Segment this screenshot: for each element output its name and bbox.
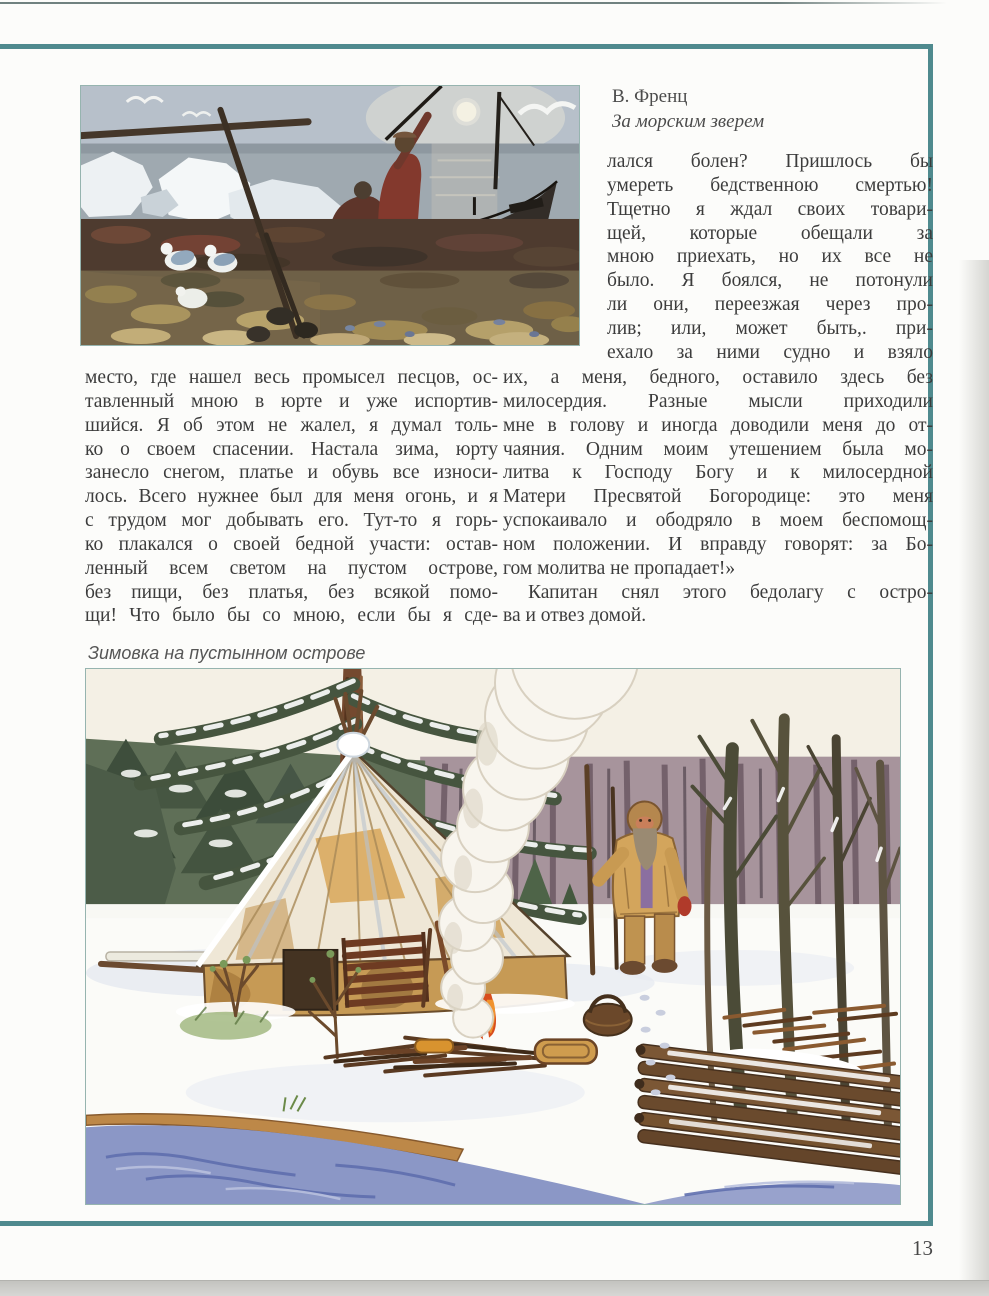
paragraph-2-line-2: ва и отвез домой. [503, 605, 647, 627]
text-line: шийся. Я об этом не жалел, я думал толь- [85, 414, 498, 436]
text-line: лось. Всего нужнее был для меня огонь, и я [85, 486, 498, 508]
tundra-foreground [81, 271, 579, 345]
page-bottom-scan-edge [0, 1280, 989, 1296]
text-line: тавленный мною в юрте и уже испортив- [85, 390, 498, 412]
shoreline [81, 219, 579, 277]
text-line: Матери Пресвятой Богородице: это меня [503, 486, 933, 508]
caption-author: В. Френц [612, 86, 688, 107]
text-line: место, где нашел весь промысел песцов, ос- [85, 367, 498, 388]
text-line: мне в голову и иногда доводили меня до от- [503, 414, 933, 436]
text-line: было. Я боялся, не потонули [607, 270, 933, 292]
page-right-scan-shadow [959, 260, 989, 1282]
text-line: лив; или, может быть,. при- [607, 317, 933, 339]
text-column-left [85, 366, 498, 628]
page-top-edge [0, 2, 947, 4]
text-line: с трудом мог добывать его. Тут-то я горь- [85, 510, 498, 532]
text-line: их, а меня, бедного, оставило здесь без [503, 367, 933, 388]
text-line: чаяния. Одним моим утешением была мо- [503, 438, 933, 460]
paragraph-1-last-line: гом молитва не пропадает!» [503, 557, 736, 579]
text-line: успокаивало и ободряло в моем беспомощ- [503, 510, 933, 532]
paragraph-2-line-1: Капитан снял этого бедолагу с остро- [528, 581, 933, 603]
sea-hunt-painting [80, 85, 580, 346]
text-line: милосердия. Разные мысли приходили [503, 390, 933, 412]
text-line: умереть бедственною смертью! [607, 174, 933, 196]
painting-caption [612, 84, 764, 134]
text-line: ли они, переезжая через про- [607, 294, 933, 316]
text-line: лался болен? Пришлось бы [607, 151, 933, 172]
text-line: занесло снегом, платье и обувь все износи- [85, 462, 498, 484]
text-line: ко о своем спасении. Настала зима, юрту [85, 438, 498, 460]
text-line: щи! Что было бы со мною, если бы я сде- [85, 605, 498, 627]
page-number: 13 [912, 1236, 933, 1260]
text-line: без пищи, без платья, без всякой помо- [85, 581, 498, 603]
text-column-right-wide [503, 366, 933, 628]
text-line: ном положении. И вправду говорят: за Бо- [503, 533, 933, 555]
text-column-right-narrow [607, 150, 933, 365]
text-line: Тщетно я ждал своих товари- [607, 198, 933, 220]
text-line: ленный всем светом на пустом острове, [85, 557, 498, 579]
text-line: литва к Господу Богу и к милосердной [503, 462, 933, 484]
text-line: мною приехать, но их все не [607, 246, 933, 268]
caption-title: За морским зверем [612, 111, 765, 132]
wintering-illustration [85, 668, 901, 1205]
paragraph-1-lines [503, 366, 933, 557]
illustration-caption: Зимовка на пустынном острове [88, 643, 366, 663]
text-line: ехало за ними судно и взяло [607, 341, 933, 363]
wooden-trough [535, 1040, 597, 1064]
text-line: щей, которые обещали за [607, 222, 933, 244]
text-line: ко плакался о своей бедной участи: остав- [85, 533, 498, 555]
